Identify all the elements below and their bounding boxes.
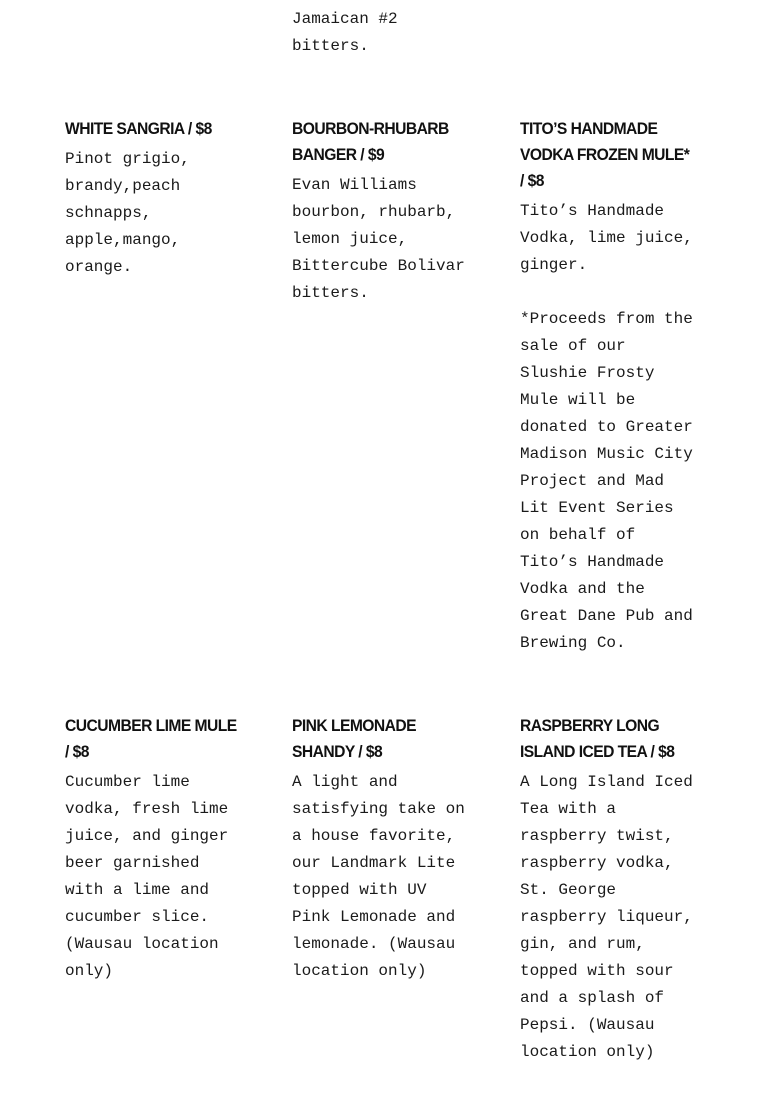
item-description: A light and satisfying take on a house favorite, our Landmark Lite topped with UV Pink Lemonade and lemonade. (Wausau location only) [292, 773, 465, 980]
menu-item-pink-lemonade-shandy [292, 713, 482, 985]
menu-item-titos-frozen-mule [520, 116, 710, 657]
item-title: CUCUMBER LIME MULE / $8 [65, 716, 237, 761]
item-description: Evan Williams bourbon, rhubarb, lemon juice, Bittercube Bolivar bitters. [292, 176, 465, 302]
item-title: BOURBON-RHUBARB BANGER / $9 [292, 119, 449, 164]
item-description: Jamaican #2 bitters. [292, 10, 398, 55]
item-description: Pinot grigio, brandy,peach schnapps, apple,mango, orange. [65, 150, 190, 276]
menu-item-bourbon-rhubarb-banger [292, 116, 482, 307]
item-title: RASPBERRY LONG ISLAND ICED TEA / $8 [520, 716, 675, 761]
item-title: WHITE SANGRIA / $8 [65, 119, 212, 138]
item-description: Tito’s Handmade Vodka, lime juice, ginger. [520, 202, 693, 274]
item-title: TITO’S HANDMADE VODKA FROZEN MULE* / $8 [520, 119, 690, 190]
menu-item-cucumber-lime-mule [65, 713, 255, 985]
menu-item-partial [292, 6, 482, 60]
menu-item-raspberry-long-island [520, 713, 710, 1066]
item-title: PINK LEMONADE SHANDY / $8 [292, 716, 417, 761]
item-description: Cucumber lime vodka, fresh lime juice, and ginger beer garnished with a lime and cucumber slice. (Wausau location only) [65, 773, 229, 980]
menu-item-white-sangria [65, 116, 255, 281]
item-note: *Proceeds from the sale of our Slushie Frosty Mule will be donated to Greater Madison Music City Project and Mad Lit Event Series on behalf of Tito’s Handmade Vodka and the Great Dane Pub and Brewing Co. [520, 310, 693, 652]
item-description: A Long Island Iced Tea with a raspberry twist, raspberry vodka, St. George raspberry liqueur, gin, and rum, topped with sour and a splash of Pepsi. (Wausau location only) [520, 773, 693, 1061]
